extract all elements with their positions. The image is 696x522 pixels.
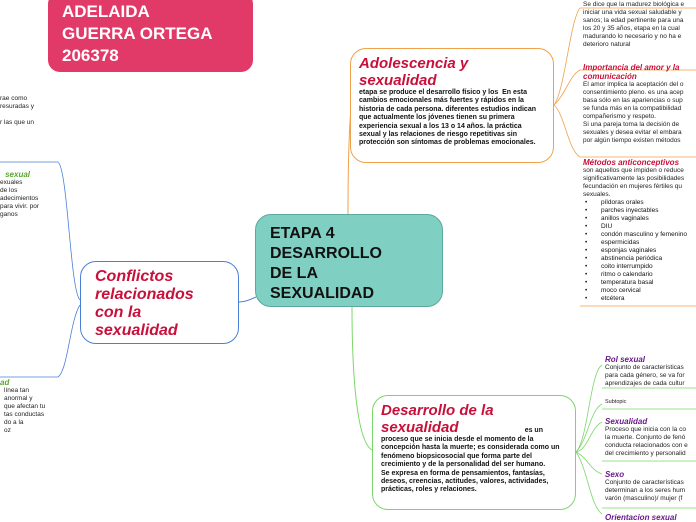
amor-title: Importancia del amor y la comunicación: [583, 63, 680, 81]
desarrollo-title: Desarrollo de la sexualidad: [381, 402, 494, 436]
metodos-list-item: • abstinencia periódica: [583, 255, 696, 263]
metodos-list-item: • condón masculino y femenino: [583, 231, 696, 239]
link-desa-orient: [576, 452, 602, 514]
link-conf-sexual: [58, 162, 80, 300]
metodos-title: Métodos anticonceptivos: [583, 158, 680, 167]
sexualidad-description: Proceso que inicia con la co la muerte. Conjunto de fenó conducta relacionados con e del crecimiento y personalid: [605, 426, 688, 457]
conflictos-title: Conflictos relacionados con la sexualidad: [95, 268, 194, 339]
link-adol-amor: [554, 70, 580, 105]
left-top-fragment[interactable]: rae como resuradas y r las que un: [0, 95, 34, 126]
amor-topic[interactable]: [583, 63, 696, 145]
desarrollo-description: proceso que se inicia desde el momento de la concepción hasta la muerte; es considerada como un fenómeno biopsicosocial que forma parte del crecimiento y de la personalidad del ser humano. Se expresa en forma de pensamientos, fantasías, deseos, creencias, actitudes, valores, actividades, prácticas, roles y relaciones.: [381, 436, 560, 494]
metodos-list: [583, 199, 696, 303]
subtopic-item[interactable]: [605, 399, 696, 405]
link-center-conflictos: [239, 297, 256, 302]
sexo-title: Sexo: [605, 470, 625, 479]
metodos-list-item: • espermicidas: [583, 239, 696, 247]
link-adol-madurez: [554, 8, 580, 105]
desarrollo-node[interactable]: [372, 395, 576, 510]
link-desa-sexo: [576, 452, 602, 474]
metodos-list-item: • moco cervical: [583, 287, 696, 295]
orientacion-title: Orientacion sexual: [605, 513, 677, 522]
left-sexual-fragment: exuales de los adecimientos para vivir. por ganos: [0, 179, 40, 218]
madurez-description: Se dice que la madurez biológica e iniciar una vida sexual saludable y sanos; la edad pertinente para una los 20 y 35 años, etapa en la cual madurando lo necesario y no ha e deterioro natural: [583, 1, 685, 48]
metodos-list-item: • temperatura basal: [583, 279, 696, 287]
adolescencia-inline-text: En esta: [502, 89, 527, 96]
sexo-topic[interactable]: [605, 470, 696, 503]
adolescencia-description: etapa se produce el desarrollo físico y los cambios emocionales más fuertes y rápidos en la historia de cada persona. diferentes estudios indican que actualmente los jóvenes tienen su primera experiencia sexual a los 13 o 14 años. la práctica sexual y las relaciones de riesgo repetitivas sin protección son síntomas de problemas emocionales.: [359, 89, 536, 147]
metodos-description: son aquellos que impiden o reduce significativamente las posibilidades fecundación en mujeres fértiles qu sexuales.: [583, 167, 685, 198]
central-topic-node[interactable]: ETAPA 4 DESARROLLO DE LA SEXUALIDAD: [255, 214, 443, 307]
metodos-list-item: • píldoras orales: [583, 199, 696, 207]
metodos-list-item: • etcétera: [583, 295, 696, 303]
left-sexual-label: sexual: [5, 170, 30, 179]
left-bottom-label: ad: [0, 378, 10, 387]
conflictos-node[interactable]: [80, 261, 239, 344]
adolescencia-title: Adolescencia y sexualidad: [359, 55, 469, 89]
metodos-list-item: • DIU: [583, 223, 696, 231]
rol-sexual-title: Rol sexual: [605, 355, 646, 364]
left-bottom-fragment: línea tan anormal y que afectan tu tas conductas do a la oz: [4, 387, 46, 434]
sexualidad-topic[interactable]: [605, 417, 696, 458]
adolescencia-node[interactable]: [350, 48, 554, 163]
orientacion-topic[interactable]: [605, 513, 696, 522]
metodos-list-item: • parches inyectables: [583, 207, 696, 215]
author-title-node[interactable]: ADELAIDA GUERRA ORTEGA 206378: [48, 0, 253, 72]
left-sexual-topic[interactable]: [0, 170, 58, 219]
link-center-desarrollo: [352, 307, 372, 450]
metodos-topic[interactable]: [583, 158, 696, 303]
amor-description: El amor implica la aceptación del o consentimiento pleno. es una acep basa sólo en las apariencias o sup se funda más en la compatibilidad compañerismo y respeto. Si una pareja toma la decisión de sexuales y desea evitar el embara por algún tiempo existen métodos: [583, 81, 684, 144]
desarrollo-inline-text: es un: [524, 427, 543, 434]
sexo-description: Conjunto de características determinan a los seres hum varón (masculino)/ mujer (f: [605, 479, 686, 502]
metodos-list-item: • ritmo o calendario: [583, 271, 696, 279]
link-conf-bottom: [58, 305, 80, 377]
madurez-topic[interactable]: [583, 1, 696, 49]
subtopic-label: Subtopic: [605, 399, 627, 405]
metodos-list-item: • esponjas vaginales: [583, 247, 696, 255]
metodos-list-item: • coito interrumpido: [583, 263, 696, 271]
link-adol-metodos: [554, 105, 580, 157]
rol-sexual-description: Conjunto de características para cada género, se va for aprendizajes de cada cultur: [605, 364, 685, 387]
rol-sexual-topic[interactable]: [605, 355, 696, 388]
sexualidad-title: Sexualidad: [605, 417, 648, 426]
metodos-list-item: • anillos vaginales: [583, 215, 696, 223]
left-bottom-topic[interactable]: [0, 378, 58, 435]
